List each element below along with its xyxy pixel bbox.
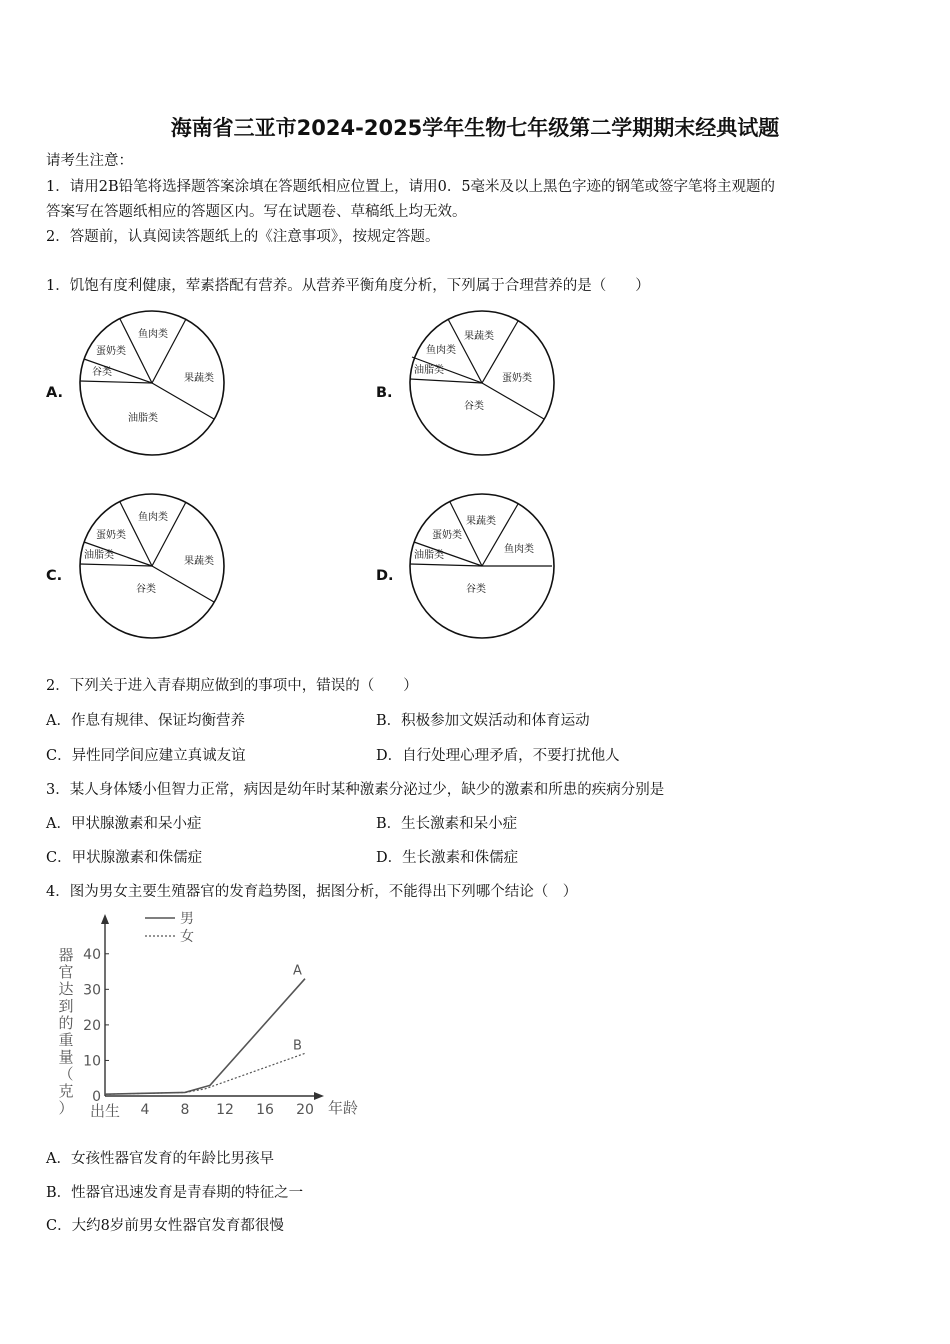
notice-line-1-cont: 答案写在答题纸相应的答题区内。写在试题卷、草稿纸上均无效。 <box>46 204 467 220</box>
q1-option-d-pie[interactable] <box>406 492 558 640</box>
slice-label-veg: 果蔬类 <box>466 516 496 527</box>
slice-label-egg: 蛋奶类 <box>502 373 532 384</box>
q3-option-d[interactable]: D．生长激素和侏儒症 <box>376 850 519 866</box>
y-axis-title-char: 达 <box>58 980 74 998</box>
y-axis-title <box>58 946 73 1117</box>
y-axis-title-char: （ <box>58 1065 74 1083</box>
x-tick-label: 16 <box>256 1102 274 1118</box>
slice-label-fat: 油脂类 <box>414 365 444 376</box>
y-tick-label: 0 <box>92 1089 101 1105</box>
y-axis-title-char: 的 <box>58 1014 74 1032</box>
q4-option-c[interactable]: C．大约8岁前男女性器官发育都很慢 <box>46 1218 284 1234</box>
q1-option-d-letter[interactable]: D. <box>376 568 394 584</box>
series-end-label: A <box>293 963 302 979</box>
q2-option-d[interactable]: D．自行处理心理矛盾，不要打扰他人 <box>376 748 620 764</box>
slice-label-veg: 果蔬类 <box>184 373 214 384</box>
q1-option-b-pie[interactable] <box>406 309 558 457</box>
page-title: 海南省三亚市2024-2025学年生物七年级第二学期期末经典试题 <box>170 116 780 140</box>
slice-label-grain: 谷类 <box>466 584 486 595</box>
slice-label-fish: 鱼肉类 <box>138 512 168 523</box>
q1-stem: 1．饥饱有度利健康，荤素搭配有营养。从营养平衡角度分析，下列属于合理营养的是（ ） <box>46 278 650 294</box>
y-axis-title-char: ） <box>58 1099 74 1117</box>
y-axis-title-char: 器 <box>58 946 74 964</box>
slice-label-fish: 鱼肉类 <box>138 329 168 340</box>
legend-label-male: 男 <box>180 911 194 927</box>
q4-option-b[interactable]: B．性器官迅速发育是青春期的特征之一 <box>46 1185 304 1201</box>
slice-label-egg: 蛋奶类 <box>96 530 126 541</box>
y-axis-arrow <box>101 914 109 924</box>
q3-option-c[interactable]: C．甲状腺激素和侏儒症 <box>46 850 203 866</box>
q4-option-a[interactable]: A．女孩性器官发育的年龄比男孩早 <box>46 1151 274 1167</box>
q1-option-c-letter[interactable]: C. <box>46 568 63 584</box>
slice-label-fat: 油脂类 <box>414 550 444 561</box>
y-tick-label: 40 <box>83 946 101 963</box>
notice-line-1: 1．请用2B铅笔将选择题答案涂填在答题纸相应位置上，请用0．5毫米及以上黑色字迹的钢笔或签字笔将主观题的 <box>46 179 776 195</box>
notice-heading: 请考生注意： <box>46 153 133 169</box>
x-tick-label: 8 <box>180 1102 190 1118</box>
x-axis-title: 年龄 <box>328 1099 359 1117</box>
slice-label-fish: 鱼肉类 <box>426 345 456 356</box>
slice-label-fish: 鱼肉类 <box>504 544 534 555</box>
slice-label-fat: 油脂类 <box>128 413 158 424</box>
y-axis-title-char: 官 <box>58 963 74 981</box>
slice-label-fat: 油脂类 <box>84 550 114 561</box>
x-tick-label: 12 <box>216 1102 234 1118</box>
slice-label-veg: 果蔬类 <box>184 556 214 567</box>
q3-stem: 3．某人身体矮小但智力正常，病因是幼年时某种激素分泌过少，缺少的激素和所患的疾病分别是 <box>46 782 665 798</box>
notice-line-2: 2．答题前，认真阅读答题纸上的《注意事项》，按规定答题。 <box>46 229 440 245</box>
q2-option-b[interactable]: B．积极参加文娱活动和体育运动 <box>376 713 590 729</box>
q2-stem: 2．下列关于进入青春期应做到的事项中，错误的（ ） <box>46 678 418 694</box>
series-end-label: B <box>293 1038 302 1054</box>
y-axis-title-char: 到 <box>58 997 74 1015</box>
x-origin-label: 出生 <box>90 1102 121 1120</box>
series-line-male <box>105 979 305 1095</box>
slice-label-grain: 谷类 <box>92 367 112 378</box>
legend-label-female: 女 <box>180 929 194 945</box>
q4-growth-chart <box>50 908 370 1123</box>
slice-label-grain: 谷类 <box>464 401 484 412</box>
slice-label-egg: 蛋奶类 <box>432 530 462 541</box>
y-axis-title-char: 重 <box>58 1031 74 1049</box>
q2-option-a[interactable]: A．作息有规律、保证均衡营养 <box>46 713 245 729</box>
x-tick-label: 20 <box>296 1102 314 1118</box>
q3-option-b[interactable]: B．生长激素和呆小症 <box>376 816 518 832</box>
y-tick-label: 20 <box>83 1017 101 1034</box>
q2-option-c[interactable]: C．异性同学间应建立真诚友谊 <box>46 748 246 764</box>
y-axis-title-char: 量 <box>58 1048 74 1066</box>
x-tick-label: 4 <box>140 1102 150 1118</box>
y-tick-label: 30 <box>83 982 101 999</box>
slice-label-egg: 蛋奶类 <box>96 346 126 357</box>
q1-option-b-letter[interactable]: B. <box>376 385 393 401</box>
y-axis-title-char: 克 <box>58 1082 74 1100</box>
x-axis-arrow <box>314 1092 324 1100</box>
q1-option-c-pie[interactable] <box>76 492 228 640</box>
slice-label-veg: 果蔬类 <box>464 331 494 342</box>
q3-option-a[interactable]: A．甲状腺激素和呆小症 <box>46 816 202 832</box>
y-tick-label: 10 <box>83 1053 101 1070</box>
q1-option-a-letter[interactable]: A. <box>46 385 63 401</box>
series-line-female <box>105 1053 305 1094</box>
q1-option-a-pie[interactable] <box>76 309 228 457</box>
q4-stem: 4．图为男女主要生殖器官的发育趋势图，据图分析，不能得出下列哪个结论（ ） <box>46 884 578 900</box>
slice-label-grain: 谷类 <box>136 584 156 595</box>
